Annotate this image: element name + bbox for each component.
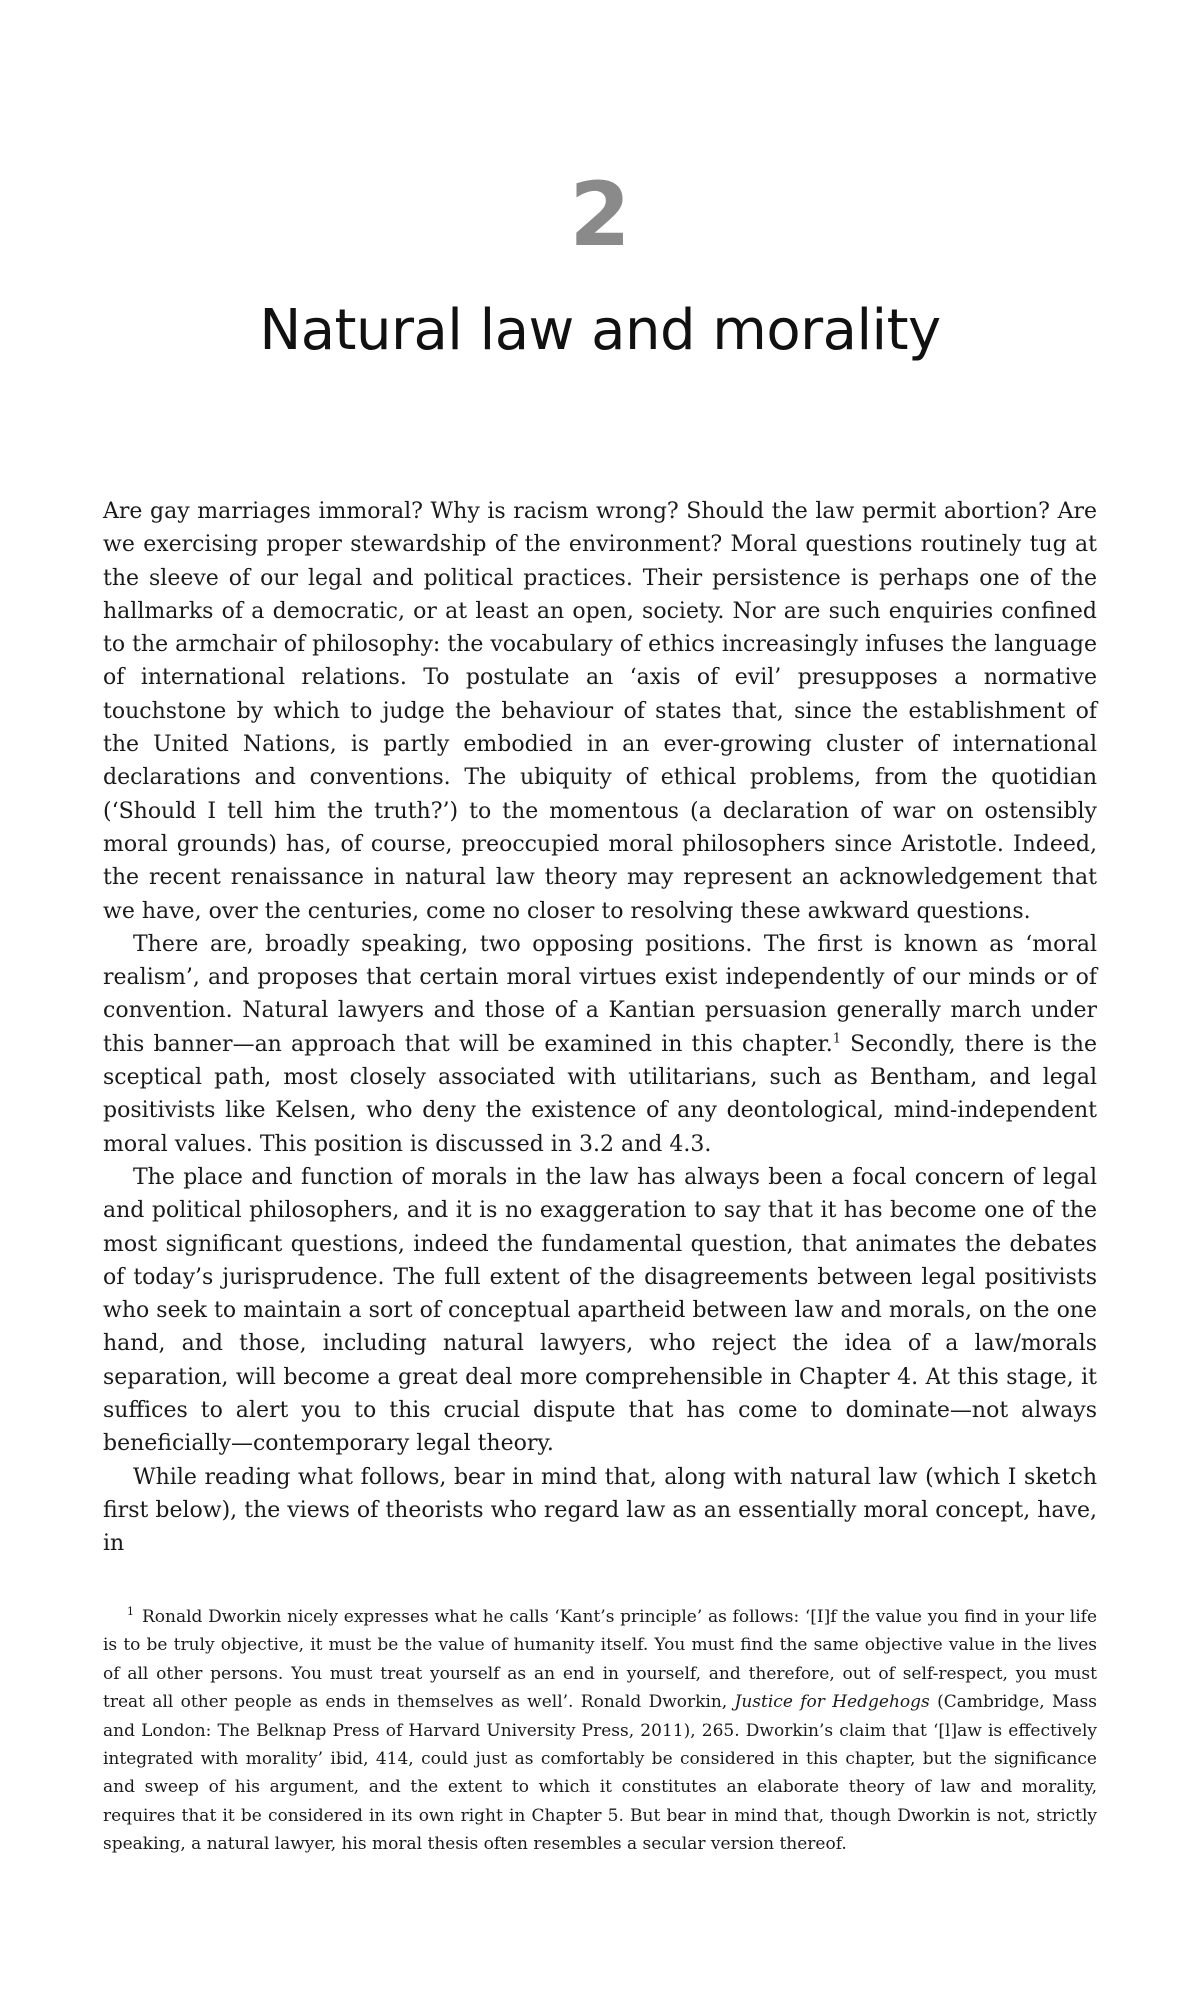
footnote — [103, 1603, 1097, 1859]
chapter-body — [103, 495, 1097, 1561]
footnotes — [103, 1603, 1097, 1859]
footnote-text: Ronald Dworkin nicely expresses what he calls ‘Kant’s principle’ as follows: ‘[I]f the value you find in your life is to be truly objective, it must be the value of humanity itself. You must find the same objective value in the lives of all other persons. You must treat yourself as an end in yourself, and therefore, out of self-respect, you must treat all other people as ends in themselves as well’. Ronald Dworkin, — [103, 1607, 1097, 1713]
footnote-book-title: Justice for Hedgehogs — [734, 1692, 930, 1713]
paragraph-text: There are, broadly speaking, two opposing positions. The first is known as ‘moral realism’, and proposes that certain moral virtues exist independently of our minds or of convention. Natural lawyers and those of a Kantian persuasion generally march under this banner—an approach that will be examined in this chapter. — [103, 931, 1097, 1057]
chapter-number: 2 — [569, 163, 631, 266]
paragraph-text: Secondly, there is the sceptical path, most closely associated with utilitarians, such as Bentham, and legal positivists like Kelsen, who deny the existence of any deontological, mind-independent moral values. This position is discussed in 3.2 and 4.3. — [103, 1031, 1097, 1157]
body-paragraph: While reading what follows, bear in mind that, along with natural law (which I sketch first below), the views of theorists who regard law as an essentially moral concept, have, in — [103, 1464, 1097, 1557]
body-paragraph — [103, 928, 1097, 1161]
footnote-text: (Cambridge, Mass and London: The Belknap Press of Harvard University Press, 2011), 265. Dworkin’s claim that ‘[l]aw is effectively integrated with morality’ ibid, 414, could just as comfortably be considered in this chapter, but the significance and sweep of his argument, and the extent to which it constitutes an elaborate theory of law and morality, requires that it be considered in its own right in Chapter 5. But bear in mind that, though Dworkin is not, strictly speaking, a natural lawyer, his moral thesis often resembles a secular version thereof. — [103, 1692, 1097, 1855]
body-paragraph: Are gay marriages immoral? Why is racism wrong? Should the law permit abortion? Are we exercising proper stewardship of the environment? Moral questions routinely tug at the sleeve of our legal and political practices. Their persistence is perhaps one of the hallmarks of a democratic, or at least an open, society. Nor are such enquiries confined to the armchair of philosophy: the vocabulary of ethics increasingly infuses the language of international relations. To postulate an ‘axis of evil’ presupposes a normative touchstone by which to judge the behaviour of states that, since the establishment of the United Nations, is partly embodied in an ever-growing cluster of international declarations and conventions. The ubiquity of ethical problems, from the quotidian (‘Should I tell him the truth?’) to the momentous (a declaration of war on ostensibly moral grounds) has, of course, preoccupied moral philosophers since Aristotle. Indeed, the recent renaissance in natural law theory may represent an acknowledgement that we have, over the centuries, come no closer to resolving these awkward questions. — [103, 499, 1097, 924]
footnote-number: 1 — [127, 1605, 134, 1619]
chapter-title: Natural law and morality — [259, 298, 941, 363]
footnote-reference[interactable]: 1 — [832, 1031, 841, 1047]
body-paragraph: The place and function of morals in the law has always been a focal concern of legal and political philosophers, and it is no exaggeration to say that it has become one of the most significant questions, indeed the fundamental question, that animates the debates of today’s jurisprudence. The full extent of the disagreements between legal positivists who seek to maintain a sort of conceptual apartheid between law and morals, on the one hand, and those, including natural lawyers, who reject the idea of a law/morals separation, will become a great deal more comprehensible in Chapter 4. At this stage, it suffices to alert you to this crucial dispute that has come to dominate—not always beneficially—contemporary legal theory. — [103, 1164, 1097, 1457]
